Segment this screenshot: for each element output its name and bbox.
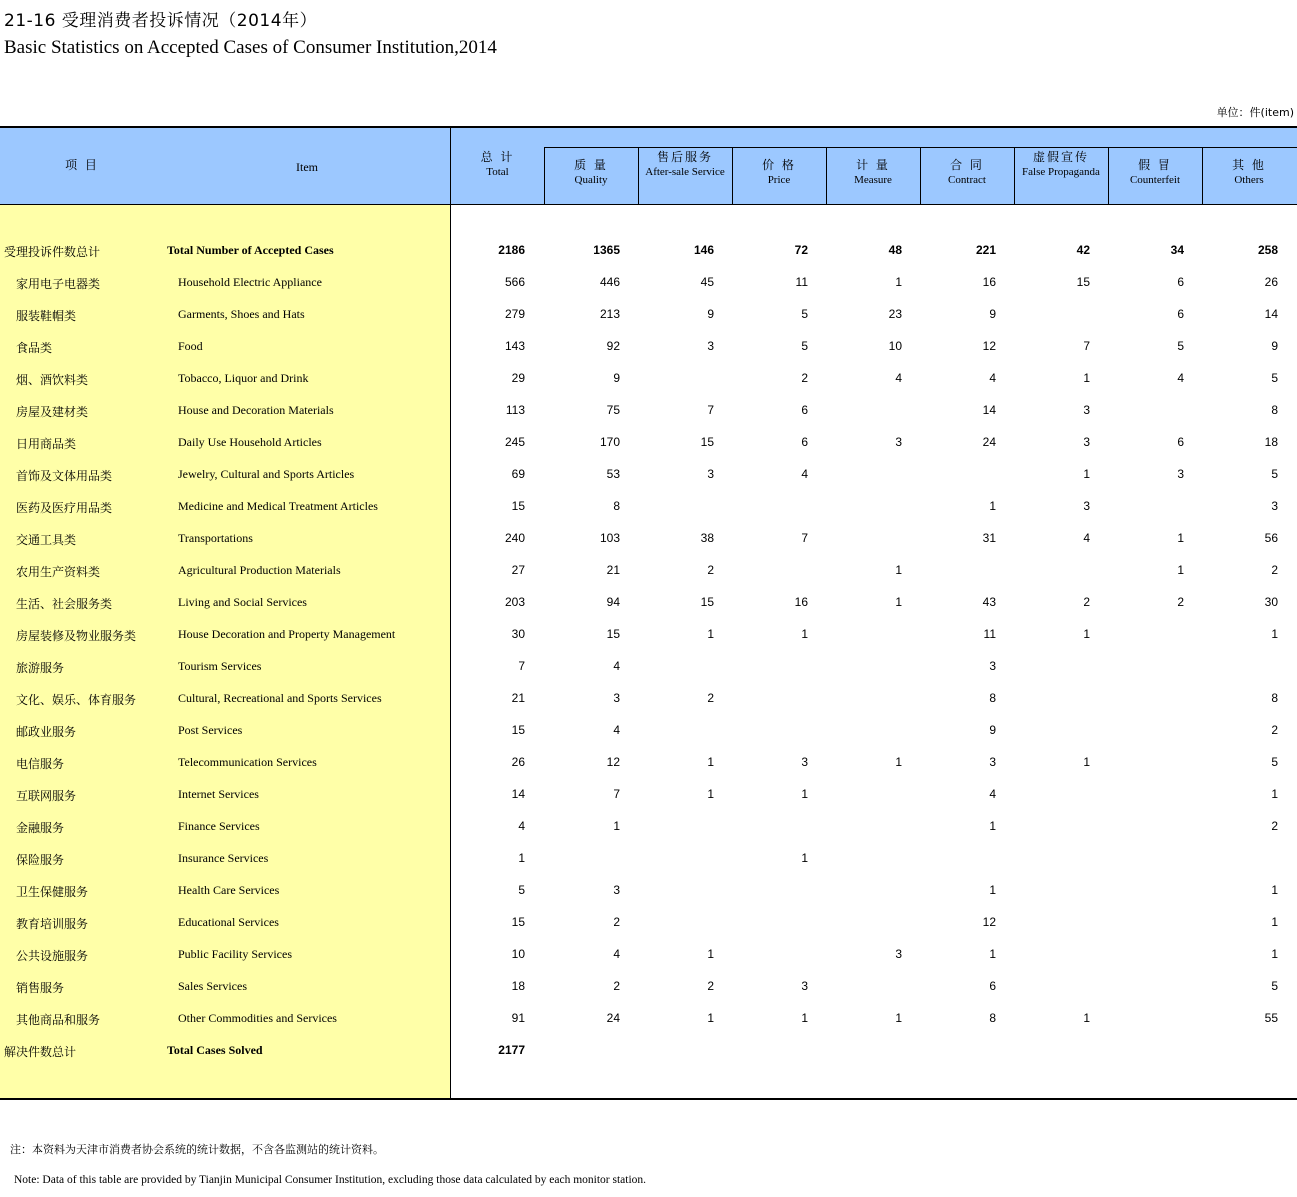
row-value: 3 (989, 755, 996, 769)
row-value: 27 (511, 563, 525, 577)
header-column-cn: 售后服务 (656, 150, 713, 164)
row-value: 30 (511, 627, 525, 641)
row-value: 23 (888, 307, 902, 321)
note-cn: 注：本资料为天津市消费者协会系统的统计数据，不含各监测站的统计资料。 (10, 1143, 384, 1156)
row-value: 7 (1083, 339, 1090, 353)
note-en: Note: Data of this table are provided by Tianjin Municipal Consumer Institution, excluding those data calculated by each monitor station. (14, 1174, 647, 1186)
row-value: 3 (1083, 499, 1090, 513)
row-value: 34 (1170, 243, 1184, 257)
row-value: 2 (1177, 595, 1184, 609)
row-value: 5 (1271, 467, 1278, 481)
row-value: 6 (801, 435, 808, 449)
row-value: 1 (895, 755, 902, 769)
header-item-en: Item (296, 160, 318, 174)
row-value: 1 (895, 1011, 902, 1025)
row-label-cn: 公共设施服务 (16, 949, 89, 963)
row-value: 2 (1271, 563, 1278, 577)
row-value: 1 (801, 627, 808, 641)
row-value: 21 (511, 691, 525, 705)
row-value: 566 (504, 275, 525, 289)
row-value: 56 (1264, 531, 1278, 545)
header-column-en: After-sale Service (645, 166, 725, 178)
row-value: 1 (1177, 563, 1184, 577)
row-value: 1 (613, 819, 620, 833)
row-value: 53 (606, 467, 620, 481)
row-value: 8 (1271, 403, 1278, 417)
row-label-en: Finance Services (178, 819, 260, 833)
table-row (0, 947, 1297, 967)
table-row (0, 1043, 1297, 1063)
row-value: 1 (989, 947, 996, 961)
row-value: 2 (707, 691, 714, 705)
row-value: 1 (801, 1011, 808, 1025)
table-row (0, 819, 1297, 839)
row-value: 1 (895, 595, 902, 609)
header-column-label (544, 158, 638, 188)
table-row (0, 531, 1297, 551)
row-value: 1 (1083, 371, 1090, 385)
header-column-en: Counterfeit (1129, 174, 1181, 186)
row-label-en: Internet Services (178, 787, 259, 801)
row-value: 245 (504, 435, 525, 449)
row-value: 30 (1264, 595, 1278, 609)
row-label-cn: 医药及医疗用品类 (16, 501, 113, 515)
row-value: 69 (511, 467, 525, 481)
row-value: 1 (707, 755, 714, 769)
row-value: 18 (511, 979, 525, 993)
table-row (0, 723, 1297, 743)
row-value: 8 (613, 499, 620, 513)
row-value: 103 (599, 531, 620, 545)
row-label-cn: 服装鞋帽类 (16, 309, 77, 323)
row-value: 203 (504, 595, 525, 609)
row-value: 6 (1177, 275, 1184, 289)
row-value: 7 (518, 659, 525, 673)
row-value: 4 (989, 371, 996, 385)
header-column-label (1202, 158, 1296, 188)
row-label-en: Household Electric Appliance (178, 275, 322, 289)
table-row (0, 691, 1297, 711)
row-value: 3 (989, 659, 996, 673)
table-row (0, 627, 1297, 647)
row-label-cn: 首饰及文体用品类 (16, 469, 113, 483)
row-label-cn: 生活、社会服务类 (16, 597, 113, 611)
table-row (0, 787, 1297, 807)
row-label-cn: 旅游服务 (16, 661, 65, 675)
row-value: 4 (801, 467, 808, 481)
row-value: 91 (511, 1011, 525, 1025)
row-value: 38 (700, 531, 714, 545)
header-column-cn: 质 量 (574, 158, 608, 172)
table-row (0, 851, 1297, 871)
row-value: 10 (511, 947, 525, 961)
row-label-en: House and Decoration Materials (178, 403, 334, 417)
row-value: 16 (982, 275, 996, 289)
row-label-cn: 互联网服务 (16, 789, 77, 803)
row-value: 15 (700, 435, 714, 449)
row-value: 15 (511, 499, 525, 513)
table-row (0, 979, 1297, 999)
row-value: 11 (795, 275, 808, 289)
row-value: 26 (1264, 275, 1278, 289)
row-value: 4 (613, 947, 620, 961)
header-column-label (1108, 158, 1202, 188)
row-label-en: Educational Services (178, 915, 279, 929)
row-value: 5 (1271, 979, 1278, 993)
row-label-cn: 其他商品和服务 (16, 1013, 101, 1027)
row-value: 170 (599, 435, 620, 449)
row-value: 7 (707, 403, 714, 417)
header-column-label (920, 158, 1014, 188)
header-total: 总 计 Total (480, 150, 515, 178)
row-value: 1 (1271, 915, 1278, 929)
table-row (0, 403, 1297, 423)
row-label-cn: 烟、酒饮料类 (16, 373, 89, 387)
row-value: 10 (888, 339, 902, 353)
table-row (0, 499, 1297, 519)
header-column-en: Measure (854, 174, 892, 186)
row-value: 8 (1271, 691, 1278, 705)
row-value: 12 (982, 339, 996, 353)
row-label-en: Insurance Services (178, 851, 269, 865)
row-value: 7 (801, 531, 808, 545)
row-value: 72 (794, 243, 808, 257)
row-label-cn: 农用生产资料类 (16, 565, 101, 579)
row-value: 3 (801, 755, 808, 769)
row-label-cn: 保险服务 (16, 853, 65, 867)
row-value: 24 (982, 435, 996, 449)
row-value: 14 (982, 403, 996, 417)
row-value: 2 (1271, 723, 1278, 737)
row-label-en: Other Commodities and Services (178, 1011, 337, 1025)
row-value: 3 (707, 467, 714, 481)
row-value: 6 (989, 979, 996, 993)
row-value: 4 (613, 723, 620, 737)
row-label-cn: 邮政业服务 (16, 725, 77, 739)
row-label-en: Food (178, 339, 203, 353)
row-label-cn: 家用电子电器类 (16, 277, 101, 291)
row-label-en: Garments, Shoes and Hats (178, 307, 305, 321)
row-value: 3 (613, 691, 620, 705)
row-label-cn: 教育培训服务 (16, 917, 89, 931)
row-value: 1 (989, 499, 996, 513)
row-value: 1 (1083, 627, 1090, 641)
row-value: 1 (1271, 787, 1278, 801)
header-column-cn: 价 格 (762, 158, 796, 172)
row-value: 15 (511, 723, 525, 737)
header-column-cn: 计 量 (856, 158, 890, 172)
row-value: 213 (599, 307, 620, 321)
row-value: 1 (1271, 883, 1278, 897)
row-value: 146 (693, 243, 714, 257)
row-value: 5 (1177, 339, 1184, 353)
row-label-cn: 电信服务 (16, 757, 65, 771)
row-value: 1 (989, 883, 996, 897)
row-label-en: Total Cases Solved (167, 1043, 263, 1057)
header-column-label (732, 158, 826, 188)
unit-label: 单位：件(item) (1216, 106, 1294, 119)
row-label-en: Medicine and Medical Treatment Articles (178, 499, 378, 513)
row-value: 6 (801, 403, 808, 417)
row-value: 18 (1264, 435, 1278, 449)
row-value: 29 (511, 371, 525, 385)
row-value: 5 (801, 307, 808, 321)
row-value: 15 (606, 627, 620, 641)
row-value: 1365 (593, 243, 620, 257)
row-value: 221 (975, 243, 996, 257)
header-column-label (826, 158, 920, 188)
table-row (0, 307, 1297, 327)
row-value: 48 (888, 243, 902, 257)
row-value: 3 (707, 339, 714, 353)
page-title-en: Basic Statistics on Accepted Cases of Consumer Institution,2014 (4, 37, 497, 58)
row-value: 3 (895, 435, 902, 449)
header-column-en: Quality (574, 174, 608, 186)
row-value: 9 (989, 307, 996, 321)
row-value: 1 (707, 1011, 714, 1025)
row-value: 1 (989, 819, 996, 833)
row-value: 113 (505, 403, 525, 417)
row-label-en: Living and Social Services (178, 595, 307, 609)
header-column-label (638, 150, 732, 180)
row-label-en: Health Care Services (178, 883, 280, 897)
row-label-cn: 房屋及建材类 (16, 405, 89, 419)
row-value: 3 (613, 883, 620, 897)
table-row (0, 275, 1297, 295)
row-value: 14 (1264, 307, 1278, 321)
header-column-cn: 虚假宣传 (1032, 150, 1089, 164)
row-label-en: Jewelry, Cultural and Sports Articles (178, 467, 355, 481)
row-value: 1 (1271, 947, 1278, 961)
row-value: 240 (504, 531, 525, 545)
table-row (0, 371, 1297, 391)
header-column-cn: 合 同 (950, 158, 984, 172)
row-value: 14 (511, 787, 525, 801)
row-label-cn: 文化、娱乐、体育服务 (16, 693, 137, 707)
table-bottom-rule (0, 1098, 1297, 1100)
row-value: 12 (606, 755, 620, 769)
row-label-cn: 食品类 (16, 341, 53, 355)
page-title-cn: 21-16 受理消费者投诉情况（2014年） (4, 11, 318, 31)
row-value: 446 (599, 275, 620, 289)
row-value: 7 (613, 787, 620, 801)
row-value: 4 (1083, 531, 1090, 545)
row-value: 3 (1177, 467, 1184, 481)
row-value: 31 (982, 531, 996, 545)
row-value: 8 (989, 1011, 996, 1025)
row-value: 5 (1271, 755, 1278, 769)
row-value: 258 (1257, 243, 1278, 257)
row-value: 4 (518, 819, 525, 833)
row-value: 1 (801, 787, 808, 801)
row-label-cn: 受理投诉件数总计 (4, 245, 101, 259)
row-value: 1 (1083, 1011, 1090, 1025)
table-row (0, 435, 1297, 455)
table-row (0, 1011, 1297, 1031)
row-label-en: Transportations (178, 531, 253, 545)
header-column-en: Contract (948, 174, 986, 186)
row-value: 2 (1083, 595, 1090, 609)
row-value: 1 (707, 947, 714, 961)
row-value: 1 (1177, 531, 1184, 545)
row-value: 9 (1271, 339, 1278, 353)
row-value: 3 (801, 979, 808, 993)
row-value: 4 (989, 787, 996, 801)
row-value: 1 (895, 275, 902, 289)
row-value: 4 (1177, 371, 1184, 385)
row-label-en: Tourism Services (178, 659, 262, 673)
row-value: 1 (895, 563, 902, 577)
table-row (0, 659, 1297, 679)
row-label-cn: 交通工具类 (16, 533, 77, 547)
row-value: 143 (504, 339, 525, 353)
table-row (0, 339, 1297, 359)
row-value: 21 (606, 563, 620, 577)
row-value: 3 (895, 947, 902, 961)
row-value: 42 (1076, 243, 1090, 257)
header-column-cn: 其 他 (1232, 158, 1266, 172)
row-label-cn: 日用商品类 (16, 437, 77, 451)
row-value: 1 (1271, 627, 1278, 641)
row-value: 45 (700, 275, 714, 289)
row-value: 3 (1083, 435, 1090, 449)
row-value: 5 (1271, 371, 1278, 385)
row-value: 8 (989, 691, 996, 705)
row-label-en: House Decoration and Property Management (178, 627, 396, 641)
row-value: 2 (613, 979, 620, 993)
table-row (0, 883, 1297, 903)
row-value: 4 (613, 659, 620, 673)
row-label-en: Daily Use Household Articles (178, 435, 322, 449)
row-value: 279 (504, 307, 525, 321)
row-value: 16 (794, 595, 808, 609)
row-label-en: Telecommunication Services (178, 755, 317, 769)
row-value: 2 (801, 371, 808, 385)
row-value: 2 (707, 563, 714, 577)
row-value: 1 (801, 851, 808, 865)
row-label-cn: 卫生保健服务 (16, 885, 89, 899)
row-value: 94 (606, 595, 620, 609)
row-value: 92 (606, 339, 620, 353)
row-label-cn: 解决件数总计 (4, 1045, 77, 1059)
row-value: 24 (606, 1011, 620, 1025)
header-column-label (1014, 150, 1108, 180)
row-label-en: Tobacco, Liquor and Drink (178, 371, 309, 385)
table-row (0, 467, 1297, 487)
header-column-en: Price (767, 174, 791, 186)
row-label-en: Post Services (178, 723, 243, 737)
row-value: 9 (989, 723, 996, 737)
row-value: 6 (1177, 435, 1184, 449)
header-item-cn: 项 目 (65, 158, 99, 172)
row-value: 3 (1271, 499, 1278, 513)
header-column-en: Others (1234, 174, 1264, 186)
row-value: 1 (1083, 755, 1090, 769)
table-row (0, 243, 1297, 263)
row-label-cn: 金融服务 (16, 821, 65, 835)
row-value: 2 (613, 915, 620, 929)
row-value: 1 (707, 627, 714, 641)
row-value: 15 (511, 915, 525, 929)
row-value: 1 (707, 787, 714, 801)
table-row (0, 595, 1297, 615)
table-row (0, 915, 1297, 935)
row-value: 3 (1083, 403, 1090, 417)
row-value: 11 (983, 627, 996, 641)
row-value: 2177 (498, 1043, 525, 1057)
row-value: 5 (518, 883, 525, 897)
row-value: 1 (518, 851, 525, 865)
row-value: 1 (1083, 467, 1090, 481)
table-row (0, 755, 1297, 775)
row-value: 2 (1271, 819, 1278, 833)
table-row (0, 563, 1297, 583)
row-value: 9 (613, 371, 620, 385)
row-value: 2186 (498, 243, 525, 257)
row-label-cn: 房屋装修及物业服务类 (16, 629, 137, 643)
row-value: 43 (982, 595, 996, 609)
row-value: 5 (801, 339, 808, 353)
row-value: 9 (707, 307, 714, 321)
row-value: 6 (1177, 307, 1184, 321)
row-value: 4 (895, 371, 902, 385)
row-label-en: Agricultural Production Materials (178, 563, 341, 577)
row-value: 2 (707, 979, 714, 993)
row-label-en: Total Number of Accepted Cases (167, 243, 334, 257)
row-value: 15 (1076, 275, 1090, 289)
row-value: 26 (511, 755, 525, 769)
row-label-en: Public Facility Services (178, 947, 292, 961)
row-value: 15 (700, 595, 714, 609)
row-label-en: Cultural, Recreational and Sports Services (178, 691, 382, 705)
row-value: 55 (1264, 1011, 1278, 1025)
header-column-cn: 假 冒 (1138, 158, 1172, 172)
row-label-en: Sales Services (178, 979, 247, 993)
row-value: 75 (606, 403, 620, 417)
row-label-cn: 销售服务 (16, 981, 65, 995)
header-column-en: False Propaganda (1022, 166, 1100, 178)
row-value: 12 (982, 915, 996, 929)
